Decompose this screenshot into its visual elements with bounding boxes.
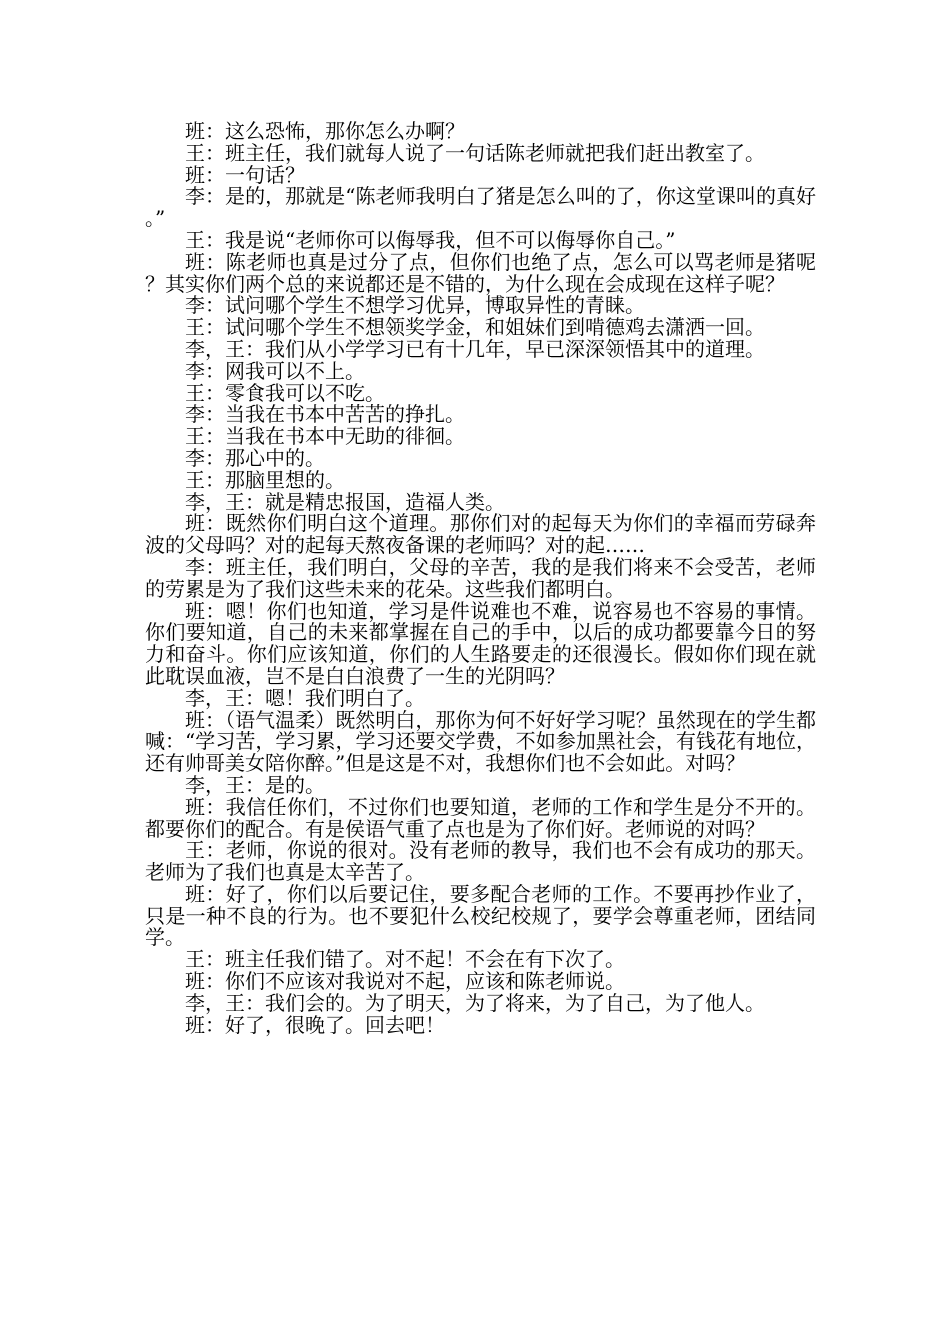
dialogue-line: 李：那心中的。 (185, 445, 325, 470)
dialogue-line: 班：嗯！你们也知道，学习是件说难也不难，说容易也不容易的事情。你们要知道，自己的未来都掌握在自己的手中，以后的成功都要靠今日的努力和奋斗。你们应该知道，你们的人生路要走的还很漫长。假如你们现在就此耽误血液，岂不是白白浪费了一生的光阴吗？ (145, 598, 816, 688)
dialogue-line: 班：我信任你们，不过你们也要知道，老师的工作和学生是分不开的。都要你们的配合。有是侯语气重了点也是为了你们好。老师说的对吗？ (145, 794, 816, 841)
dialogue-line: 李：试问哪个学生不想学习优异，博取异性的青睐。 (185, 293, 645, 318)
dialogue-line: 王：当我在书本中无助的徘徊。 (185, 424, 465, 449)
dialogue-line: 班：一句话？ (185, 162, 305, 187)
dialogue-line: 李：是的，那就是“陈老师我明白了猪是怎么叫的了，你这堂课叫的真好。” (145, 184, 816, 231)
dialogue-line: 王：那脑里想的。 (185, 467, 345, 492)
dialogue-line: 王：班主任，我们就每人说了一句话陈老师就把我们赶出教室了。 (185, 140, 765, 165)
dialogue-line: 李，王：是的。 (185, 772, 325, 797)
dialogue-line: 李，王：就是精忠报国，造福人类。 (185, 489, 505, 514)
dialogue-line: 李，王：我们从小学学习已有十几年，早已深深领悟其中的道理。 (185, 336, 765, 361)
dialogue-line: 李，王：我们会的。为了明天，为了将来，为了自己，为了他人。 (185, 990, 765, 1015)
dialogue-line: 班：既然你们明白这个道理。那你们对的起每天为你们的幸福而劳碌奔波的父母吗？对的起每天熬夜备课的老师吗？对的起…… (145, 511, 816, 558)
dialogue-line: 王：试问哪个学生不想领奖学金，和姐妹们到啃德鸡去潇洒一回。 (185, 315, 765, 340)
dialogue-line: 李：当我在书本中苦苦的挣扎。 (185, 402, 465, 427)
dialogue-line: 王：我是说“老师你可以侮辱我，但不可以侮辱你自己。” (185, 227, 676, 252)
dialogue-line: 王：零食我可以不吃。 (185, 380, 385, 405)
dialogue-line: 班：陈老师也真是过分了点，但你们也绝了点，怎么可以骂老师是猪呢？其实你们两个总的来说都还是不错的，为什么现在会成现在这样子呢？ (145, 249, 816, 296)
dialogue-line: 王：班主任我们错了。对不起！不会在有下次了。 (185, 947, 625, 972)
dialogue-line: 李，王：嗯！我们明白了。 (185, 685, 425, 710)
dialogue-line: 李：班主任，我们明白，父母的辛苦，我的是我们将来不会受苦，老师的劳累是为了我们这些未来的花朵。这些我们都明白。 (145, 554, 816, 601)
dialogue-line: 班：好了，很晚了。回去吧！ (185, 1012, 445, 1037)
document-body (145, 121, 816, 1036)
dialogue-line: 班：（语气温柔）既然明白，那你为何不好好学习呢？虽然现在的学生都喊：“学习苦，学习累，学习还要交学费，不如参加黑社会，有钱花有地位，还有帅哥美女陪你醉。”但是这是不对，我想你们也不会如此。对吗？ (145, 707, 816, 776)
dialogue-line: 班：你们不应该对我说对不起，应该和陈老师说。 (185, 969, 625, 994)
dialogue-line: 王：老师，你说的很对。没有老师的教导，我们也不会有成功的那天。老师为了我们也真是太辛苦了。 (145, 838, 816, 885)
dialogue-line: 李：网我可以不上。 (185, 358, 365, 383)
dialogue-line: 班：好了，你们以后要记住，要多配合老师的工作。不要再抄作业了，只是一种不良的行为。也不要犯什么校纪校规了，要学会尊重老师，团结同学。 (145, 881, 816, 950)
dialogue-line: 班：这么恐怖，那你怎么办啊？ (185, 119, 465, 143)
